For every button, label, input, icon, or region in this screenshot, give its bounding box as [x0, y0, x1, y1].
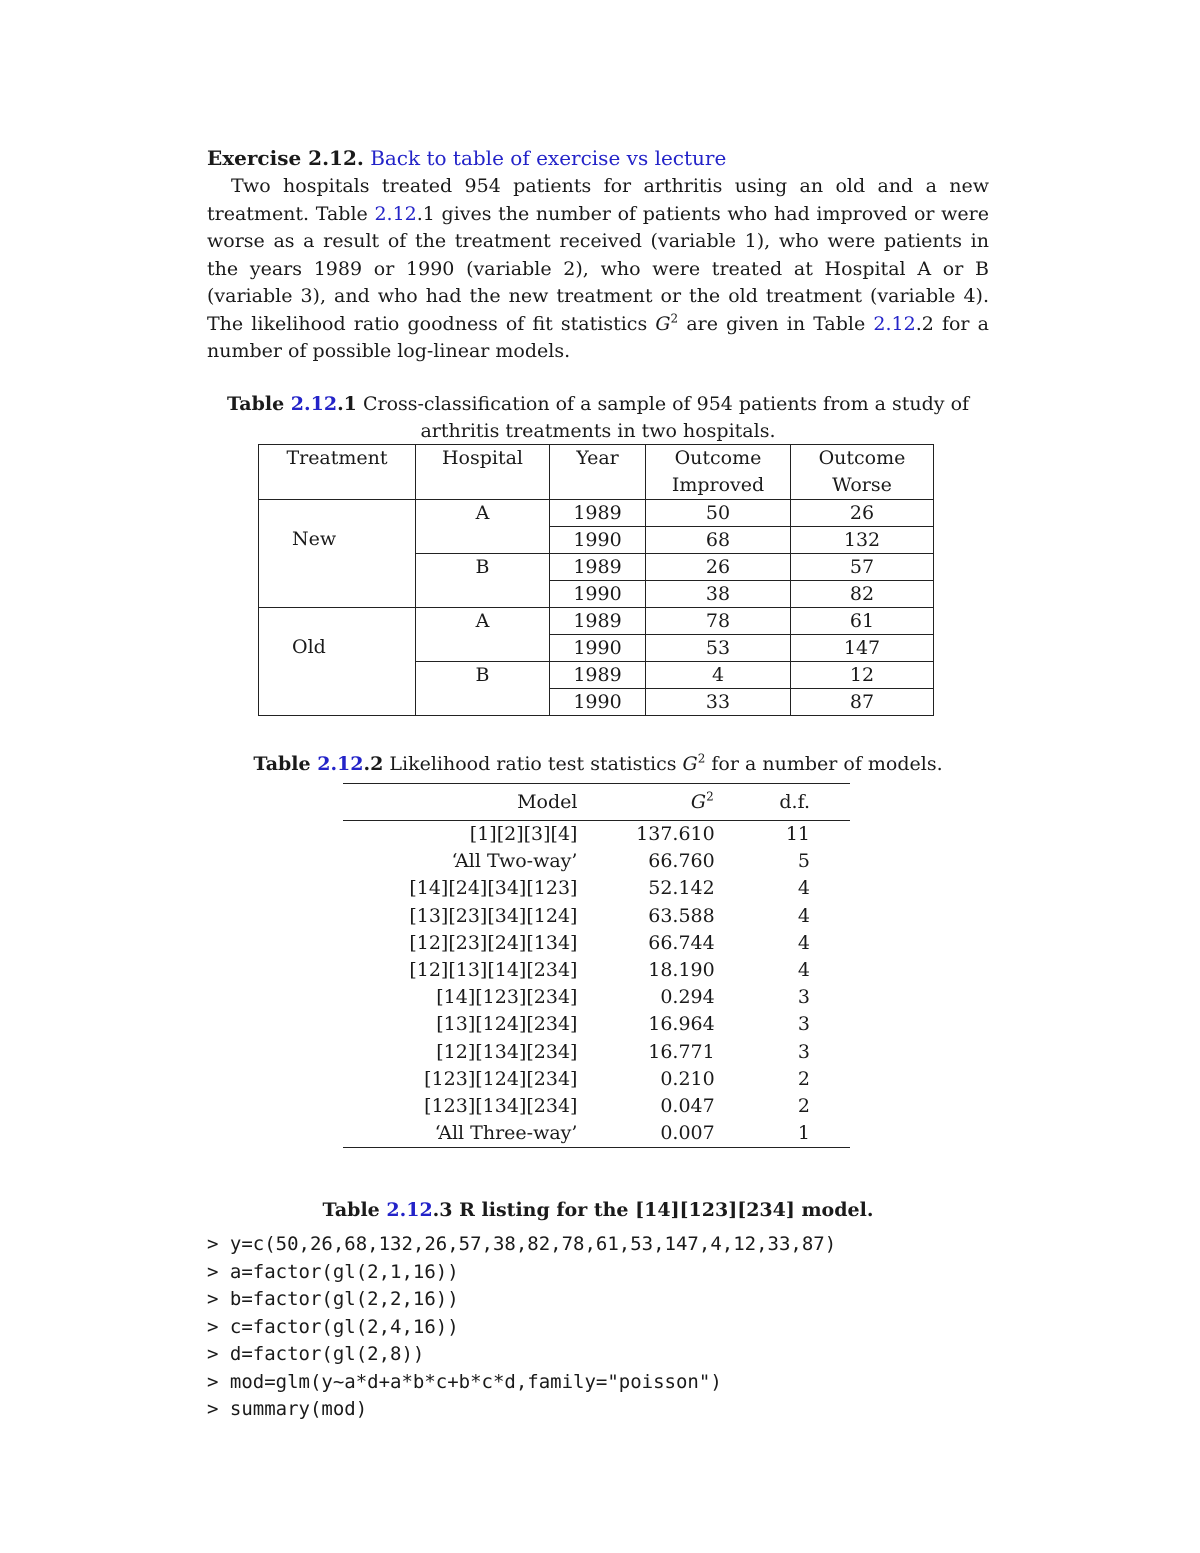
g2-cell: 0.294: [660, 986, 715, 1009]
hospital-cell: A: [416, 500, 550, 554]
g2-cell: 52.142: [648, 877, 715, 900]
header-df: d.f.: [715, 784, 850, 821]
g2-cell: 16.964: [648, 1013, 715, 1036]
cross-classification-table: [258, 444, 934, 716]
caption-text: R listing for the [14][123][234] model.: [452, 1199, 874, 1221]
worse-cell: 87: [791, 689, 934, 716]
df-cell: 3: [797, 986, 810, 1009]
worse-cell: 12: [791, 662, 934, 689]
exercise-heading: [207, 143, 989, 173]
table-row: [343, 984, 850, 1011]
header-hospital: Hospital: [416, 445, 550, 500]
caption-tail: for a number of models.: [705, 753, 943, 775]
g-symbol: G: [690, 791, 707, 813]
r-code-listing: [207, 1231, 836, 1424]
model-cell: [13][23][34][124]: [409, 904, 578, 927]
year-cell: 1989: [550, 608, 646, 635]
header-outcome-label: Outcome: [674, 447, 762, 469]
g-symbol: G: [682, 753, 698, 775]
header-worse-label: Worse: [832, 474, 892, 496]
table-row: [343, 875, 850, 902]
g2-cell: 137.610: [636, 823, 715, 846]
g-symbol: G: [655, 312, 671, 335]
g2-cell: 16.771: [648, 1040, 715, 1063]
hospital-cell: A: [416, 608, 550, 662]
header-outcome-worse: [791, 445, 934, 500]
header-outcome-label: Outcome: [818, 447, 906, 469]
header-model: Model: [343, 784, 577, 821]
model-cell: [12][13][14][234]: [409, 959, 578, 982]
g2-cell: 66.744: [648, 931, 715, 954]
header-year: Year: [550, 445, 646, 500]
df-cell: 1: [715, 1120, 850, 1148]
worse-cell: 57: [791, 554, 934, 581]
year-cell: 1989: [550, 500, 646, 527]
header-treatment: Treatment: [259, 445, 416, 500]
exercise-paragraph: [207, 173, 989, 366]
caption-prefix: Table: [253, 753, 318, 775]
code-line: > summary(mod): [207, 1398, 368, 1420]
code-line: > c=factor(gl(2,4,16)): [207, 1315, 459, 1338]
header-outcome-improved: [646, 445, 791, 500]
table2-caption: [207, 751, 989, 778]
table1-caption: [207, 391, 989, 445]
table-row: [343, 903, 850, 930]
caption-number: .1: [337, 393, 357, 415]
g2-cell: 66.760: [648, 850, 715, 873]
df-cell: 3: [797, 1040, 810, 1063]
hospital-cell: B: [416, 662, 550, 716]
g2-cell: 18.190: [648, 959, 715, 982]
model-cell: [14][123][234]: [436, 986, 578, 1009]
caption-number: .3: [432, 1199, 453, 1221]
table3-caption: [207, 1197, 989, 1224]
g2-cell: 0.007: [577, 1120, 714, 1148]
improved-cell: 53: [646, 635, 791, 662]
improved-cell: 68: [646, 527, 791, 554]
g-superscript: 2: [706, 789, 714, 804]
table-row: [343, 930, 850, 957]
table-ref-link-2[interactable]: 2.12: [873, 312, 916, 335]
table1-ref-link[interactable]: 2.12: [290, 393, 338, 415]
year-cell: 1990: [550, 635, 646, 662]
model-cell: [13][124][234]: [436, 1013, 578, 1036]
table-ref-link-1[interactable]: 2.12: [374, 202, 417, 225]
table-row: [343, 1039, 850, 1066]
improved-cell: 50: [646, 500, 791, 527]
year-cell: 1990: [550, 527, 646, 554]
caption-text: Likelihood ratio test statistics: [383, 753, 683, 775]
model-cell: [12][134][234]: [436, 1040, 578, 1063]
table-row: [343, 1120, 850, 1148]
exercise-label: Exercise 2.12.: [207, 146, 364, 170]
code-line: > d=factor(gl(2,8)): [207, 1343, 425, 1365]
worse-cell: 147: [791, 635, 934, 662]
paragraph-text-4: .2 for a number of possible log-linear models.: [207, 312, 989, 362]
code-line: > mod=glm(y~a*d+a*b*c+b*c*d,family="poisson"): [207, 1370, 722, 1393]
worse-cell: 26: [791, 500, 934, 527]
df-cell: 11: [785, 823, 810, 846]
table-row: [343, 1066, 850, 1093]
year-cell: 1990: [550, 689, 646, 716]
improved-cell: 4: [646, 662, 791, 689]
table-row: [343, 848, 850, 875]
caption-prefix: Table: [322, 1199, 387, 1221]
table-row: [259, 500, 934, 527]
table-row: [259, 608, 934, 635]
model-cell: [12][23][24][134]: [409, 931, 578, 954]
header-g2: [577, 784, 714, 821]
table-row: [343, 957, 850, 984]
model-cell: [14][24][34][123]: [409, 877, 578, 900]
year-cell: 1990: [550, 581, 646, 608]
document-page: [207, 143, 990, 1420]
year-cell: 1989: [550, 554, 646, 581]
likelihood-ratio-table: [343, 783, 850, 1148]
paragraph-text-2: .1 gives the number of patients who had improved or were worse as a result of the treatment received (variable 1), who were patients in the years 1989 or 1990 (variable 2), who were treated at Hospital A or B (variable 3), and who had the new treatment or the old treatment (variable 4). The likelihood ratio goodness of fit statistics: [207, 202, 990, 335]
improved-cell: 33: [646, 689, 791, 716]
g-superscript: 2: [670, 311, 679, 326]
code-line: > b=factor(gl(2,2,16)): [207, 1288, 459, 1310]
g2-cell: 0.047: [660, 1094, 715, 1117]
df-cell: 5: [797, 850, 810, 873]
worse-cell: 82: [791, 581, 934, 608]
table3-ref-link[interactable]: 2.12: [386, 1199, 433, 1221]
improved-cell: 78: [646, 608, 791, 635]
treatment-old: Old: [259, 608, 416, 716]
table-row: [343, 821, 850, 849]
code-line: > a=factor(gl(2,1,16)): [207, 1260, 459, 1283]
df-cell: 4: [797, 904, 810, 927]
model-cell: [1][2][3][4]: [469, 823, 578, 846]
model-cell: [123][124][234]: [424, 1067, 578, 1090]
table2-ref-link[interactable]: 2.12: [317, 753, 364, 775]
table-header-row: [343, 784, 850, 821]
df-cell: 2: [797, 1094, 810, 1117]
year-cell: 1989: [550, 662, 646, 689]
g2-cell: 63.588: [648, 904, 715, 927]
paragraph-text-3: are given in Table: [678, 312, 874, 335]
table-row: [343, 1093, 850, 1120]
df-cell: 4: [797, 959, 810, 982]
g2-cell: 0.210: [660, 1067, 715, 1090]
hospital-cell: B: [416, 554, 550, 608]
paragraph-text-1: Two hospitals treated 954 patients for arthritis using an old and a new treatment. Table: [207, 175, 989, 225]
caption-text: Cross-classification of a sample of 954 patients from a study of arthritis treatments in two hospitals.: [356, 393, 970, 442]
model-cell: ‘All Three-way’: [343, 1120, 577, 1148]
caption-number: .2: [363, 753, 384, 775]
df-cell: 4: [797, 931, 810, 954]
df-cell: 4: [797, 877, 810, 900]
model-cell: ‘All Two-way’: [451, 850, 578, 873]
treatment-new: New: [259, 500, 416, 608]
worse-cell: 61: [791, 608, 934, 635]
improved-cell: 26: [646, 554, 791, 581]
back-to-table-link[interactable]: Back to table of exercise vs lecture: [370, 146, 727, 170]
header-improved-label: Improved: [671, 474, 765, 496]
code-line: > y=c(50,26,68,132,26,57,38,82,78,61,53,147,4,12,33,87): [207, 1233, 837, 1255]
worse-cell: 132: [791, 527, 934, 554]
df-cell: 2: [797, 1067, 810, 1090]
caption-prefix: Table: [226, 393, 291, 415]
table-header-row: [259, 445, 934, 500]
model-cell: [123][134][234]: [424, 1094, 578, 1117]
df-cell: 3: [797, 1013, 810, 1036]
likelihood-ratio-table-body: [343, 821, 850, 1148]
g-superscript: 2: [697, 751, 706, 766]
improved-cell: 38: [646, 581, 791, 608]
table-row: [343, 1011, 850, 1038]
